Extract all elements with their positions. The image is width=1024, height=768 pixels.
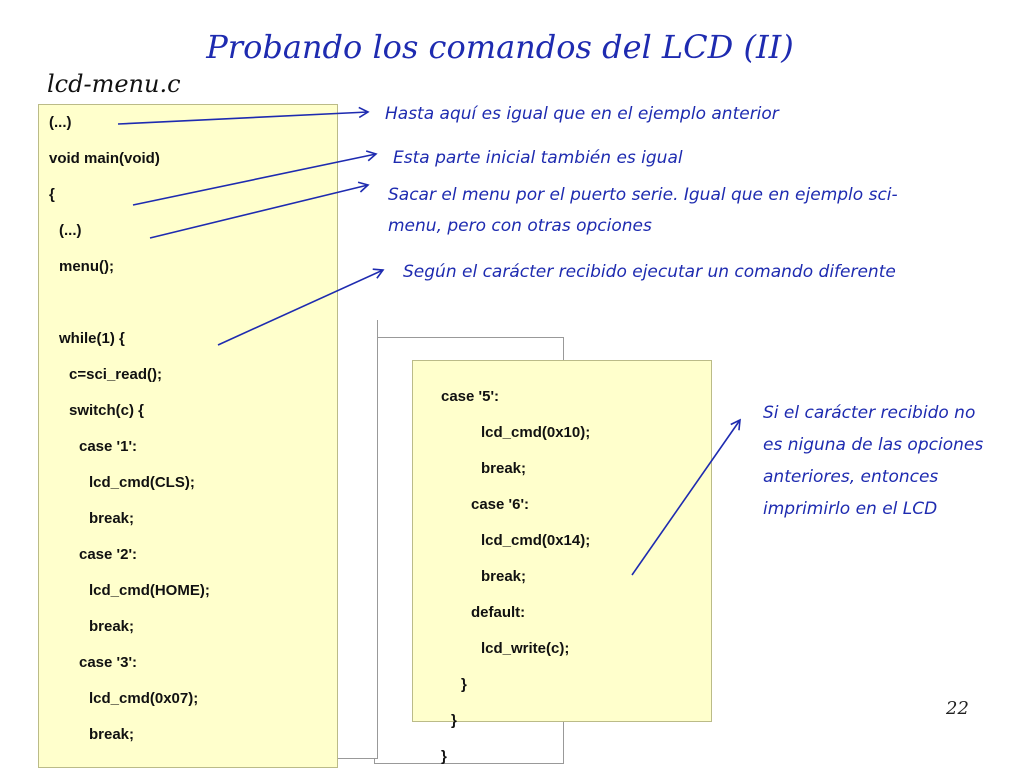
code-line: menu(); <box>59 258 114 275</box>
code-line: default: <box>471 604 526 621</box>
code-line: case '3': <box>79 654 138 671</box>
code-line: void main(void) <box>49 150 160 167</box>
note-default-line-3: anteriores, entonces <box>763 467 939 487</box>
code-line: case '6': <box>471 496 530 513</box>
code-line: (...) <box>49 114 72 131</box>
code-line: lcd_cmd(0x10); <box>481 424 591 441</box>
code-line: lcd_cmd(CLS); <box>89 474 195 491</box>
code-line: lcd_cmd(0x07); <box>89 690 199 707</box>
code-line: c=sci_read(); <box>69 366 162 383</box>
note-default-line-2: es niguna de las opciones <box>763 435 984 455</box>
code-line: } <box>461 676 467 693</box>
code-line: } <box>451 712 457 729</box>
note-menu-line-2: menu, pero con otras opciones <box>388 216 652 236</box>
code-line: case '5': <box>441 388 500 405</box>
note-default-line-4: imprimirlo en el LCD <box>763 499 938 519</box>
code-line: lcd_write(c); <box>481 640 570 657</box>
code-line: lcd_cmd(HOME); <box>89 582 210 599</box>
code-box-continuation <box>412 360 712 765</box>
code-line: case '1': <box>79 438 138 455</box>
file-name: lcd-menu.c <box>47 70 181 98</box>
code-line: } <box>441 748 447 765</box>
code-line: break; <box>481 568 527 585</box>
note-switch: Según el carácter recibido ejecutar un comando diferente <box>403 262 896 282</box>
code-line: (...) <box>59 222 82 239</box>
code-line: break; <box>89 510 135 527</box>
note-default-line-1: Si el carácter recibido no <box>763 403 976 423</box>
code-line: break; <box>481 460 527 477</box>
code-line: while(1) { <box>59 330 125 347</box>
note-initial-part: Esta parte inicial también es igual <box>393 148 683 168</box>
note-same-as-previous: Hasta aquí es igual que en el ejemplo anterior <box>385 104 779 124</box>
code-line: switch(c) { <box>69 402 145 419</box>
code-line: break; <box>89 726 135 743</box>
note-menu-line-1: Sacar el menu por el puerto serie. Igual que en ejemplo sci- <box>388 185 898 205</box>
slide-title: Probando los comandos del LCD (II) <box>206 28 794 66</box>
page-number: 22 <box>946 698 969 719</box>
code-line: break; <box>89 618 135 635</box>
code-line: case '2': <box>79 546 138 563</box>
code-line: { <box>49 186 55 203</box>
code-box-main <box>38 104 338 768</box>
code-line: lcd_cmd(0x14); <box>481 532 591 549</box>
